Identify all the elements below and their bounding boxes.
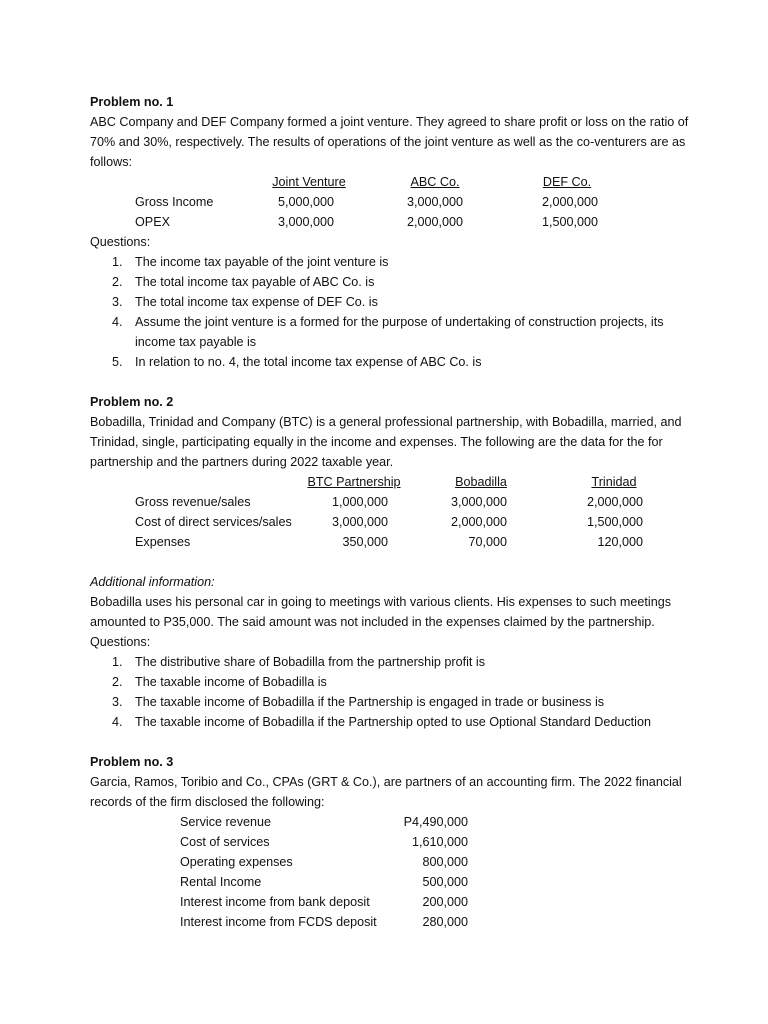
column-header: ABC Co. xyxy=(410,175,460,189)
table-row xyxy=(90,512,690,532)
item-label: Cost of services xyxy=(180,835,270,849)
cell-value: 70,000 xyxy=(468,535,507,549)
list-item xyxy=(90,812,690,832)
list-item: 3. The taxable income of Bobadilla if the Partnership is engaged in trade or business is xyxy=(112,695,605,709)
additional-info-text: Bobadilla uses his personal car in going to meetings with various clients. His expenses to such meetings amounted to P35,000. The said amount was not included in the expenses claimed by the partnership. xyxy=(90,595,672,629)
problem-2-title: Problem no. 2 xyxy=(90,395,174,409)
problem-1-questions xyxy=(90,252,690,372)
problem-2-questions xyxy=(90,652,690,732)
row-label: Gross Income xyxy=(135,195,214,209)
table-row xyxy=(90,492,690,512)
cell-value: 3,000,000 xyxy=(450,495,507,509)
table-row xyxy=(90,192,690,212)
questions-label: Questions: xyxy=(90,235,151,249)
item-label: Service revenue xyxy=(180,815,272,829)
list-item: 2. The total income tax payable of ABC Co. is xyxy=(112,275,375,289)
row-label: Cost of direct services/sales xyxy=(135,515,292,529)
cell-value: 5,000,000 xyxy=(277,195,335,209)
list-item: 1. The income tax payable of the joint venture is xyxy=(112,255,389,269)
list-item: 5. In relation to no. 4, the total income tax expense of ABC Co. is xyxy=(112,355,482,369)
item-value: 800,000 xyxy=(422,855,468,869)
item-value: 200,000 xyxy=(422,895,468,909)
row-label: Gross revenue/sales xyxy=(135,495,251,509)
column-header: Bobadilla xyxy=(455,475,507,489)
column-header: BTC Partnership xyxy=(307,475,401,489)
problem-3 xyxy=(90,752,690,932)
cell-value: 2,000,000 xyxy=(406,215,464,229)
cell-value: 1,500,000 xyxy=(541,215,599,229)
list-item xyxy=(90,852,690,872)
additional-info-label: Additional information: xyxy=(90,575,215,589)
column-header: DEF Co. xyxy=(542,175,592,189)
table-header-row xyxy=(90,172,690,192)
cell-value: 350,000 xyxy=(342,535,388,549)
item-value: P4,490,000 xyxy=(403,815,468,829)
table-header-row xyxy=(90,472,690,492)
problem-3-title: Problem no. 3 xyxy=(90,755,174,769)
questions-label: Questions: xyxy=(90,635,151,649)
list-item xyxy=(90,832,690,852)
problem-2-intro: Bobadilla, Trinidad and Company (BTC) is a general professional partnership, with Bobadilla, married, and Trinidad, single, participating equally in the income and expenses. The following are the data for the for partnership and the partners during 2022 taxable year. xyxy=(90,415,682,469)
list-item xyxy=(90,872,690,892)
list-item: 4. Assume the joint venture is a formed for the purpose of undertaking of construction projects, its income tax payable is xyxy=(112,315,664,349)
table-row xyxy=(90,532,690,552)
problem-1 xyxy=(90,92,690,372)
cell-value: 120,000 xyxy=(597,535,643,549)
item-value: 1,610,000 xyxy=(411,835,468,849)
document-page xyxy=(90,92,690,932)
problem-1-intro: ABC Company and DEF Company formed a joint venture. They agreed to share profit or loss on the ratio of 70% and 30%, respectively. The results of operations of the joint venture as well as the co-venturers are as follows: xyxy=(90,115,689,169)
column-header: Trinidad xyxy=(591,475,637,489)
problem-1-title: Problem no. 1 xyxy=(90,95,174,109)
item-label: Interest income from bank deposit xyxy=(180,895,370,909)
cell-value: 1,500,000 xyxy=(586,515,643,529)
row-label: OPEX xyxy=(135,215,170,229)
list-item: 4. The taxable income of Bobadilla if the Partnership opted to use Optional Standard Deduction xyxy=(112,715,651,729)
item-value: 500,000 xyxy=(422,875,468,889)
item-label: Operating expenses xyxy=(180,855,293,869)
cell-value: 1,000,000 xyxy=(331,495,388,509)
list-item xyxy=(90,892,690,912)
cell-value: 3,000,000 xyxy=(331,515,388,529)
problem-2-table xyxy=(90,472,690,552)
item-label: Interest income from FCDS deposit xyxy=(180,915,377,929)
problem-3-intro: Garcia, Ramos, Toribio and Co., CPAs (GRT & Co.), are partners of an accounting firm. The 2022 financial records of the firm disclosed the following: xyxy=(90,775,682,809)
list-item xyxy=(90,912,690,932)
item-label: Rental Income xyxy=(180,875,262,889)
list-item: 1. The distributive share of Bobadilla from the partnership profit is xyxy=(112,655,485,669)
problem-2 xyxy=(90,392,690,732)
cell-value: 2,000,000 xyxy=(541,195,599,209)
column-header: Joint Venture xyxy=(272,175,346,189)
problem-1-table xyxy=(90,172,690,232)
list-item: 2. The taxable income of Bobadilla is xyxy=(112,675,327,689)
problem-3-items xyxy=(90,812,690,932)
table-row xyxy=(90,212,690,232)
cell-value: 3,000,000 xyxy=(277,215,335,229)
cell-value: 2,000,000 xyxy=(450,515,507,529)
list-item: 3. The total income tax expense of DEF Co. is xyxy=(112,295,378,309)
item-value: 280,000 xyxy=(422,915,468,929)
cell-value: 2,000,000 xyxy=(586,495,643,509)
cell-value: 3,000,000 xyxy=(406,195,464,209)
row-label: Expenses xyxy=(135,535,191,549)
